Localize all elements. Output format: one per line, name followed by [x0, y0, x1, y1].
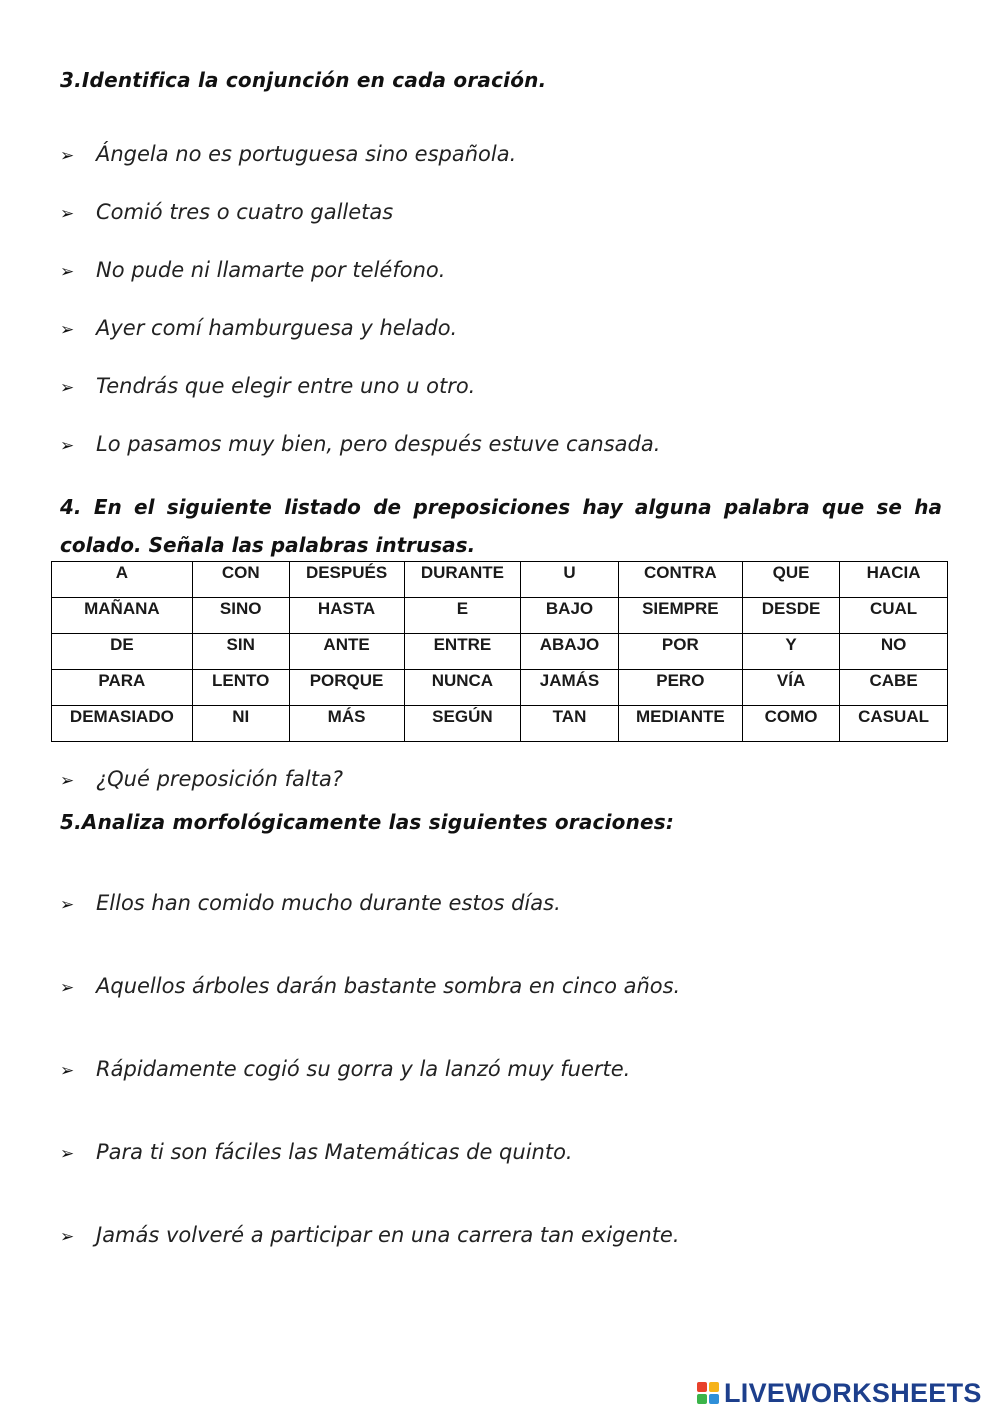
section-3-heading: 3.Identifica la conjunción en cada oración.: [60, 68, 547, 92]
missing-preposition-question: [60, 767, 343, 791]
table-cell: NUNCA: [404, 670, 521, 706]
sentence-text: Para ti son fáciles las Matemáticas de quinto.: [96, 1140, 573, 1164]
section-5-sentence: [60, 1223, 680, 1247]
prepositions-table: [51, 561, 948, 742]
logo-mark-icon: [697, 1382, 719, 1404]
table-cell: JAMÁS: [521, 670, 618, 706]
table-cell: HASTA: [289, 598, 404, 634]
section-5-sentence: [60, 1057, 630, 1081]
sentence-text: Ayer comí hamburguesa y helado.: [96, 316, 458, 340]
section-3-sentence: [60, 316, 457, 340]
table-cell: SEGÚN: [404, 706, 521, 742]
arrow-bullet-icon: ➢: [60, 1227, 75, 1247]
arrow-bullet-icon: ➢: [60, 204, 75, 224]
sentence-text: Tendrás que elegir entre uno u otro.: [96, 374, 476, 398]
sentence-text: Jamás volveré a participar en una carrera tan exigente.: [96, 1223, 680, 1247]
section-5-sentence: [60, 1140, 573, 1164]
table-cell: VÍA: [742, 670, 839, 706]
section-3-sentence: [60, 374, 475, 398]
table-cell: SINO: [192, 598, 289, 634]
section-5-sentence: [60, 891, 561, 915]
table-row: [52, 562, 948, 598]
arrow-bullet-icon: ➢: [60, 378, 75, 398]
table-cell: SIN: [192, 634, 289, 670]
liveworksheets-logo: [697, 1377, 982, 1409]
table-cell: NO: [840, 634, 948, 670]
table-cell: BAJO: [521, 598, 618, 634]
arrow-bullet-icon: ➢: [60, 146, 75, 166]
table-row: [52, 634, 948, 670]
sentence-text: Rápidamente cogió su gorra y la lanzó muy fuerte.: [96, 1057, 631, 1081]
arrow-bullet-icon: ➢: [60, 1144, 75, 1164]
sentence-text: Ellos han comido mucho durante estos días.: [96, 891, 561, 915]
table-cell: QUE: [742, 562, 839, 598]
question-text: ¿Qué preposición falta?: [96, 767, 343, 791]
table-cell: CONTRA: [618, 562, 742, 598]
table-cell: COMO: [742, 706, 839, 742]
table-cell: DURANTE: [404, 562, 521, 598]
table-cell: U: [521, 562, 618, 598]
table-cell: NI: [192, 706, 289, 742]
section-5-sentence: [60, 974, 680, 998]
table-cell: MAÑANA: [52, 598, 193, 634]
table-cell: MÁS: [289, 706, 404, 742]
table-cell: A: [52, 562, 193, 598]
section-3-sentence: [60, 258, 445, 282]
table-cell: DEMASIADO: [52, 706, 193, 742]
sentence-text: Ángela no es portuguesa sino española.: [96, 142, 517, 166]
table-cell: MEDIANTE: [618, 706, 742, 742]
sentence-text: Aquellos árboles darán bastante sombra en cinco años.: [96, 974, 681, 998]
table-cell: CON: [192, 562, 289, 598]
sentence-text: Lo pasamos muy bien, pero después estuve cansada.: [96, 432, 661, 456]
arrow-bullet-icon: ➢: [60, 895, 75, 915]
table-row: [52, 706, 948, 742]
arrow-bullet-icon: ➢: [60, 1061, 75, 1081]
sentence-text: Comió tres o cuatro galletas: [96, 200, 394, 224]
section-3-sentence: [60, 432, 660, 456]
table-cell: CABE: [840, 670, 948, 706]
section-3-sentence: [60, 142, 516, 166]
table-cell: DESPUÉS: [289, 562, 404, 598]
arrow-bullet-icon: ➢: [60, 436, 75, 456]
arrow-bullet-icon: ➢: [60, 771, 75, 791]
logo-text: LIVEWORKSHEETS: [724, 1377, 982, 1408]
table-cell: POR: [618, 634, 742, 670]
table-cell: DESDE: [742, 598, 839, 634]
arrow-bullet-icon: ➢: [60, 978, 75, 998]
table-row: [52, 670, 948, 706]
table-cell: PORQUE: [289, 670, 404, 706]
sentence-text: No pude ni llamarte por teléfono.: [96, 258, 446, 282]
table-cell: CASUAL: [840, 706, 948, 742]
table-cell: LENTO: [192, 670, 289, 706]
table-row: [52, 598, 948, 634]
section-3-sentence: [60, 200, 393, 224]
table-cell: E: [404, 598, 521, 634]
arrow-bullet-icon: ➢: [60, 320, 75, 340]
arrow-bullet-icon: ➢: [60, 262, 75, 282]
section-4-heading: 4. En el siguiente listado de preposiciones hay alguna palabra que se ha colado. Señala las palabras intrusas.: [60, 495, 942, 557]
table-cell: Y: [742, 634, 839, 670]
section-5-heading: 5.Analiza morfológicamente las siguientes oraciones:: [60, 810, 675, 834]
table-cell: ANTE: [289, 634, 404, 670]
table-cell: PARA: [52, 670, 193, 706]
table-cell: TAN: [521, 706, 618, 742]
table-cell: SIEMPRE: [618, 598, 742, 634]
table-cell: ENTRE: [404, 634, 521, 670]
table-cell: PERO: [618, 670, 742, 706]
table-cell: HACIA: [840, 562, 948, 598]
table-cell: DE: [52, 634, 193, 670]
table-cell: CUAL: [840, 598, 948, 634]
table-cell: ABAJO: [521, 634, 618, 670]
